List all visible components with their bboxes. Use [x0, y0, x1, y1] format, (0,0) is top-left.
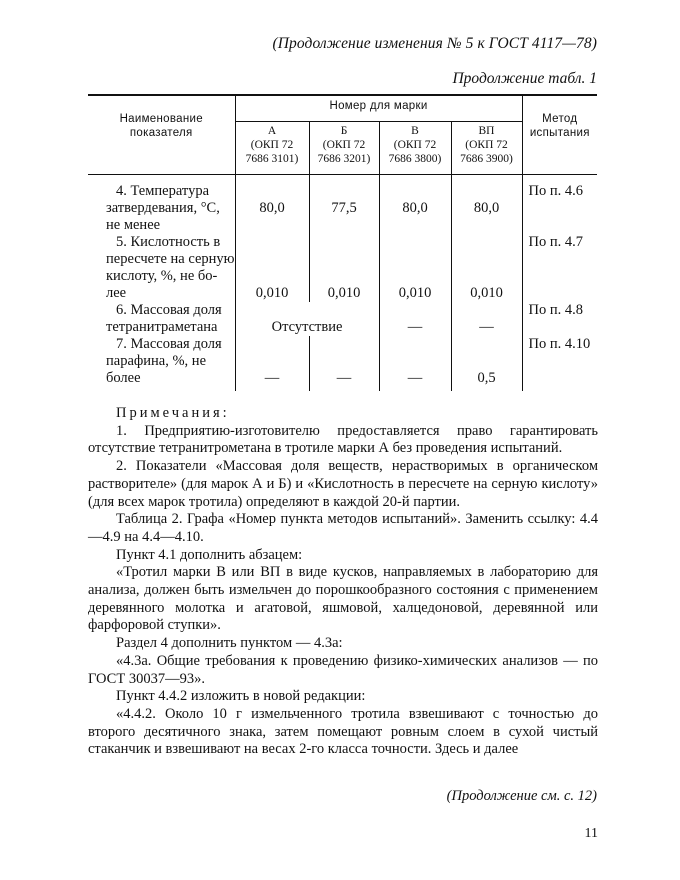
cell-value: 80,0 [235, 183, 309, 234]
table-row [88, 183, 597, 234]
cell-value: 80,0 [451, 183, 522, 234]
table-continuation-label: Продолжение табл. 1 [452, 70, 597, 87]
row-name: 5. Кислотность в пересчете на серную кислоту, %, не бо- лее [106, 234, 235, 301]
specification-table [88, 94, 597, 391]
cell-method: По п. 4.7 [522, 234, 597, 302]
cell-value: — [379, 302, 451, 336]
column-header-method: Метод испытания [522, 95, 597, 175]
grade-header-a: А (ОКП 72 7686 3101) [235, 122, 309, 175]
body-paragraph: Пункт 4.1 дополнить абзацем: [116, 546, 303, 563]
row-name: 6. Массовая доля тетранитраметана [106, 302, 222, 335]
cell-value: 0,010 [379, 234, 451, 302]
row-name: 7. Массовая доля парафина, %, не более [106, 336, 222, 386]
cell-value: — [309, 336, 379, 391]
cell-value: 0,5 [451, 336, 522, 391]
table-row [88, 234, 597, 302]
row-name: 4. Температура затвердевания, °С, не менее [106, 183, 220, 233]
notes-section [88, 405, 598, 759]
notes-title: Примечания: [116, 405, 230, 421]
cell-value: — [451, 302, 522, 336]
grade-header-b: Б (ОКП 72 7686 3201) [309, 122, 379, 175]
cell-method: По п. 4.8 [522, 302, 597, 336]
body-paragraph: Пункт 4.4.2 изложить в новой редакции: [116, 688, 366, 705]
page-number: 11 [584, 826, 598, 841]
cell-method: По п. 4.10 [522, 336, 597, 391]
cell-value: 80,0 [379, 183, 451, 234]
table-row [88, 302, 597, 336]
cell-value: 0,010 [235, 234, 309, 302]
column-header-indicator: Наименование показателя [88, 95, 235, 175]
cell-value: 0,010 [451, 234, 522, 302]
change-continuation-header: (Продолжение изменения № 5 к ГОСТ 4117—78) [272, 35, 597, 52]
body-paragraph: «Тротил марки В или ВП в виде кусков, направляемых в лабораторию для анализа, должен быть измельчен до порошкообразного состояния с применением деревянного молотка и агатовой, яшмовой, халцедоновой, деревянной или фарфоровой ступки». [88, 564, 598, 634]
cell-value: 0,010 [309, 234, 379, 302]
grade-header-vp: ВП (ОКП 72 7686 3900) [451, 122, 522, 175]
cell-value: 77,5 [309, 183, 379, 234]
body-paragraph: «4.3а. Общие требования к проведению физико-химических анализов — по ГОСТ 30037—93». [88, 652, 598, 687]
table-row [88, 336, 597, 391]
column-header-grade-number: Номер для марки [235, 95, 522, 122]
continuation-footer: (Продолжение см. с. 12) [446, 788, 597, 804]
cell-value-merged: Отсутствие [235, 302, 379, 336]
cell-method: По п. 4.6 [522, 183, 597, 234]
grade-header-v: В (ОКП 72 7686 3800) [379, 122, 451, 175]
note-paragraph: 2. Показатели «Массовая доля веществ, нерастворимых в органическом растворителе» (для марок А и Б) и «Кислотность в пересчете на серную кислоту» (для всех марок тротила) определяют в каждой 20-й партии. [88, 458, 598, 510]
body-paragraph: Раздел 4 дополнить пунктом — 4.3а: [116, 635, 343, 652]
body-paragraph: Таблица 2. Графа «Номер пункта методов испытаний». Заменить ссылку: 4.4—4.9 на 4.4—4.10. [88, 511, 598, 545]
cell-value: — [379, 336, 451, 391]
body-paragraph: «4.4.2. Около 10 г измельченного тротила взвешивают с точностью до второго десятичного знака, затем помещают ровным слоем в сухой чистый стаканчик и взвешивают на весах 2-го класса точности. Здесь и далее [88, 705, 598, 758]
note-paragraph: 1. Предприятию-изготовителю предоставляется право гарантировать отсутствие тетранитрометана в тротиле марки А без проведения испытаний. [88, 422, 598, 457]
cell-value: — [235, 336, 309, 391]
